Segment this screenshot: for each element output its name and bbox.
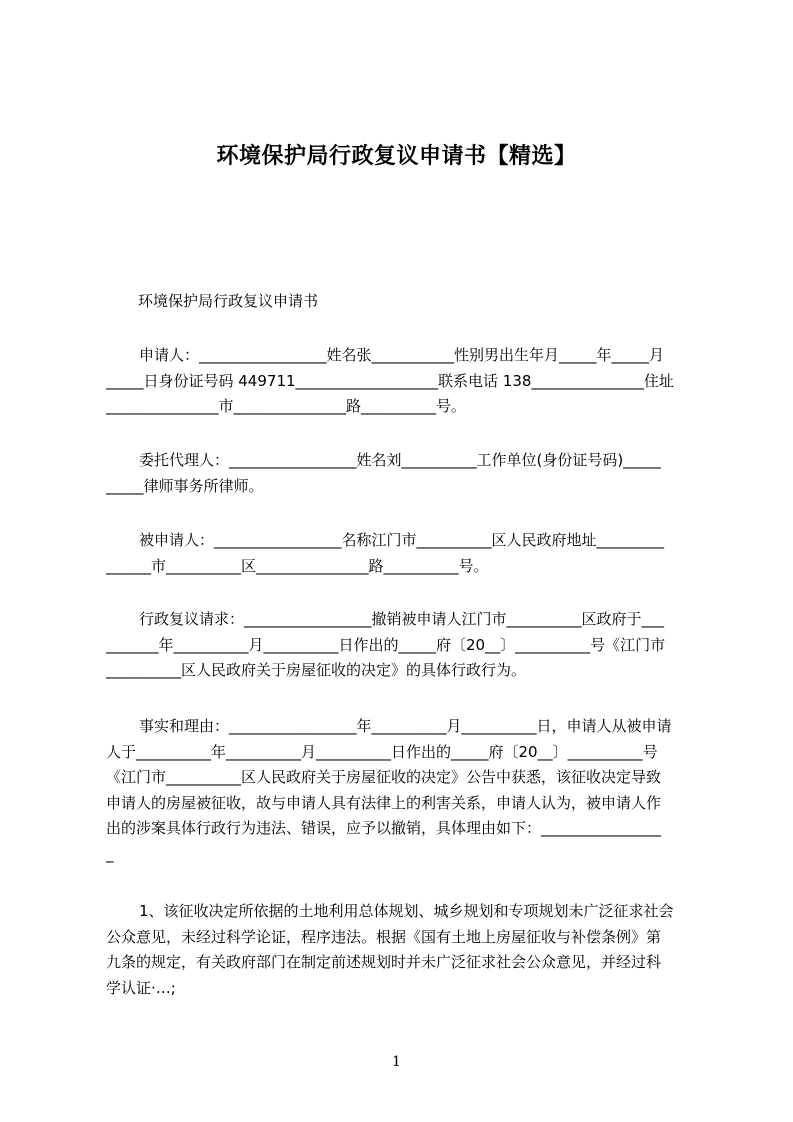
paragraph-line: 行政复议请求：_________________撤销被申请人江门市__________区政府于___	[139, 610, 665, 628]
paragraph-line: 申请人的房屋被征收，故与申请人具有法律上的利害关系，申请人认为，被申请人作	[106, 793, 662, 812]
paragraph-line: 委托代理人：_________________姓名刘__________工作单位(身份证号码)_____	[139, 451, 661, 469]
page-number: 1	[392, 1054, 401, 1070]
document-title: 环境保护局行政复议申请书【精选】	[216, 144, 577, 169]
paragraph-line: _____律师事务所律师。	[106, 476, 264, 495]
paragraph-line: _______年__________月__________日作出的_____府〔20__〕__________号《江门市	[106, 635, 666, 654]
paragraph-line: 事实和理由：_________________年__________月__________日，申请人从被申请	[139, 717, 672, 735]
facts-paragraph	[106, 714, 698, 867]
agent-paragraph	[106, 448, 698, 499]
paragraph-line: 申请人：_________________姓名张___________性别男出生年月_____年_____月	[139, 346, 665, 364]
paragraph-line: 人于__________年__________月__________日作出的_____府〔20__〕__________号	[106, 742, 658, 761]
document-subtitle: 环境保护局行政复议申请书	[138, 292, 319, 310]
request-paragraph	[106, 607, 698, 684]
paragraph-line: 九条的规定，有关政府部门在制定前述规划时并未广泛征求社会公众意见，并经过科	[106, 953, 662, 971]
reason-1-paragraph	[106, 899, 698, 1001]
paragraph-line: _	[106, 844, 114, 863]
paragraph-line: 学认证·…;	[106, 978, 176, 997]
paragraph-line: __________区人民政府关于房屋征收的决定》的具体行政行为。	[106, 661, 527, 679]
paragraph-line: 公众意见，未经过科学论证，程序违法。根据《国有土地上房屋征收与补偿条例》第	[106, 927, 662, 946]
paragraph-line: ______市__________区_______________路__________号。	[106, 556, 489, 575]
paragraph-line: _____日身份证号码 449711___________________联系电话 138_______________住址	[106, 371, 674, 390]
paragraph-line: 《江门市__________区人民政府关于房屋征收的决定》公告中获悉，该征收决定导致	[106, 768, 662, 786]
respondent-paragraph	[106, 528, 698, 579]
applicant-paragraph	[106, 343, 698, 420]
paragraph-line: 1、该征收决定所依据的土地利用总体规划、城乡规划和专项规划未广泛征求社会	[139, 902, 674, 920]
paragraph-line: 被申请人：_________________名称江门市__________区人民政府地址_________	[139, 531, 665, 549]
paragraph-line: 出的涉案具体行政行为违法、错误，应予以撤销，具体理由如下：________________	[106, 819, 662, 837]
paragraph-line: _______________市_______________路__________号。	[106, 397, 467, 415]
